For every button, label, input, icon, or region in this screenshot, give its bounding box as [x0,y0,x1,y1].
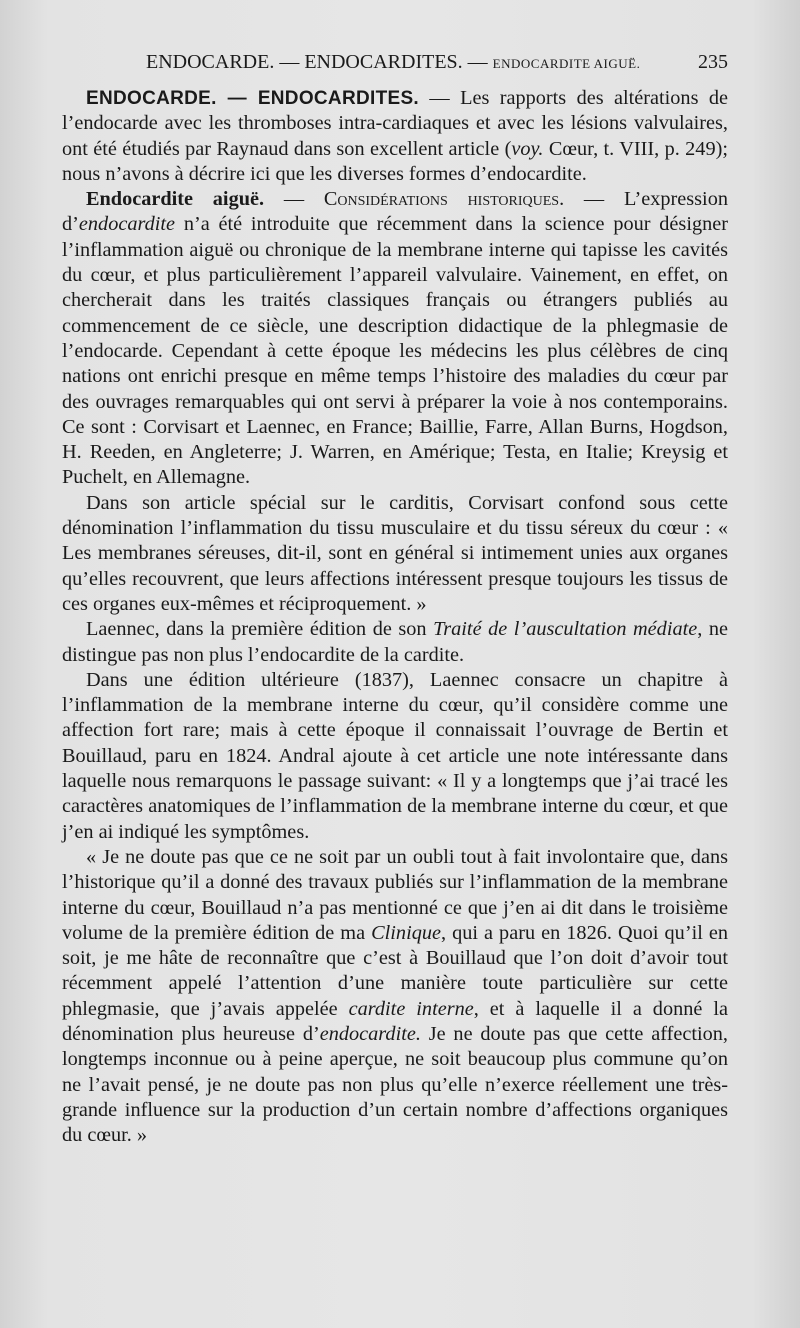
running-title-main: ENDOCARDE. — ENDOCARDITES. — [146,51,493,73]
paragraph-endocardite-aigue: Endocardite aiguë. — Considérations historiques. — L’expression d’endocardite n’a été introduite que récemment dans la science pour désigner l’inflammation aiguë ou chronique de la membrane interne qui tapisse les cavités du cœur, et plus particulièrement l’appareil valvulaire. Vainement, en effet, on chercherait dans les traités classiques français ou étrangers publiés au commencement de ce siècle, une description didactique de la phlegmasie de l’endocarde. Cependant à cette époque les médecins les plus célèbres de cinq nations ont enrichi presque en même temps l’histoire des maladies du cœur par des ouvrages remarquables qui ont servi à préparer la voie à nos contemporains. Ce sont : Corvisart et Laennec, en France; Baillie, Farre, Allan Burns, Hogdson, H. Reeden, en Angleterre; J. Warren, en Amérique; Testa, en Italie; Kreysig et Puchelt, en Allemagne. [62,188,728,489]
paragraph-laennec: Laennec, dans la première édition de son Traité de l’auscultation médiate, ne distingue pas non plus l’endocardite de la cardite. [62,618,728,666]
running-title-sub: ENDOCARDITE AIGUË. [492,56,641,71]
running-header [88,48,728,76]
running-title [146,48,640,78]
paragraph-endocarde: ENDOCARDE. — ENDOCARDITES. — Les rapports des altérations de l’endocarde avec les thromboses intra-cardiaques et avec les lésions valvulaires, ont été étudiés par Raynaud dans son excellent article (voy. Cœur, t. VIII, p. 249); nous n’avons à décrire ici que les diverses formes d’endocardite. [62,87,728,185]
subsection-heading: Endocardite aiguë. [86,188,265,211]
paragraph-corvisart: Dans son article spécial sur le carditis, Corvisart confond sous cette dénomination l’inflammation du tissu musculaire et du tissu séreux du cœur : « Les membranes séreuses, dit-il, sont en général si intimement unies aux organes qu’elles recouvrent, que leurs affections intéressent presque toujours les tissus de ces organes eux-mêmes et réciproquement. » [62,491,728,615]
section-heading: ENDOCARDE. — ENDOCARDITES. [86,88,420,109]
page-number: 235 [698,51,728,73]
paragraph-edition-ulterieure: Dans une édition ultérieure (1837), Laennec consacre un chapitre à l’inflammation de la membrane interne du cœur, qu’il considère comme une affection fort rare; mais à cette époque il connaissait l’ouvrage de Bertin et Bouillaud, paru en 1824. Andral ajoute à cet article une note intéressante dans laquelle nous remarquons le passage suivant: « Il y a longtemps que j’ai tracé les caractères anatomiques de l’inflammation de la membrane interne du cœur, et que j’en ai indiqué les symptômes. [62,668,728,843]
body-text [62,86,728,1148]
paragraph-andral-quote: « Je ne doute pas que ce ne soit par un oubli tout à fait involontaire que, dans l’historique qu’il a donné des travaux publiés sur l’inflammation de la membrane interne du cœur, Bouillaud n’a pas mentionné ce que j’en ai dit dans le troisième volume de la première édition de ma Clinique, qui a paru en 1826. Quoi qu’il en soit, je me hâte de reconnaître que c’est à Bouillaud que l’on doit d’avoir tout récemment appelé l’attention d’une manière toute particulière sur cette phlegmasie, que j’avais appelée cardite interne, et à laquelle il a donné la dénomination plus heureuse d’endocardite. Je ne doute pas que cette affection, longtemps inconnue ou à peine aperçue, ne soit beaucoup plus commune qu’on ne l’avait pensé, je ne doute pas non plus qu’elle n’exerce réellement une très-grande influence sur la production d’un certain nombre d’affections organiques du cœur. » [62,845,729,1147]
subsection-subtitle: Considérations historiques. [323,188,565,211]
